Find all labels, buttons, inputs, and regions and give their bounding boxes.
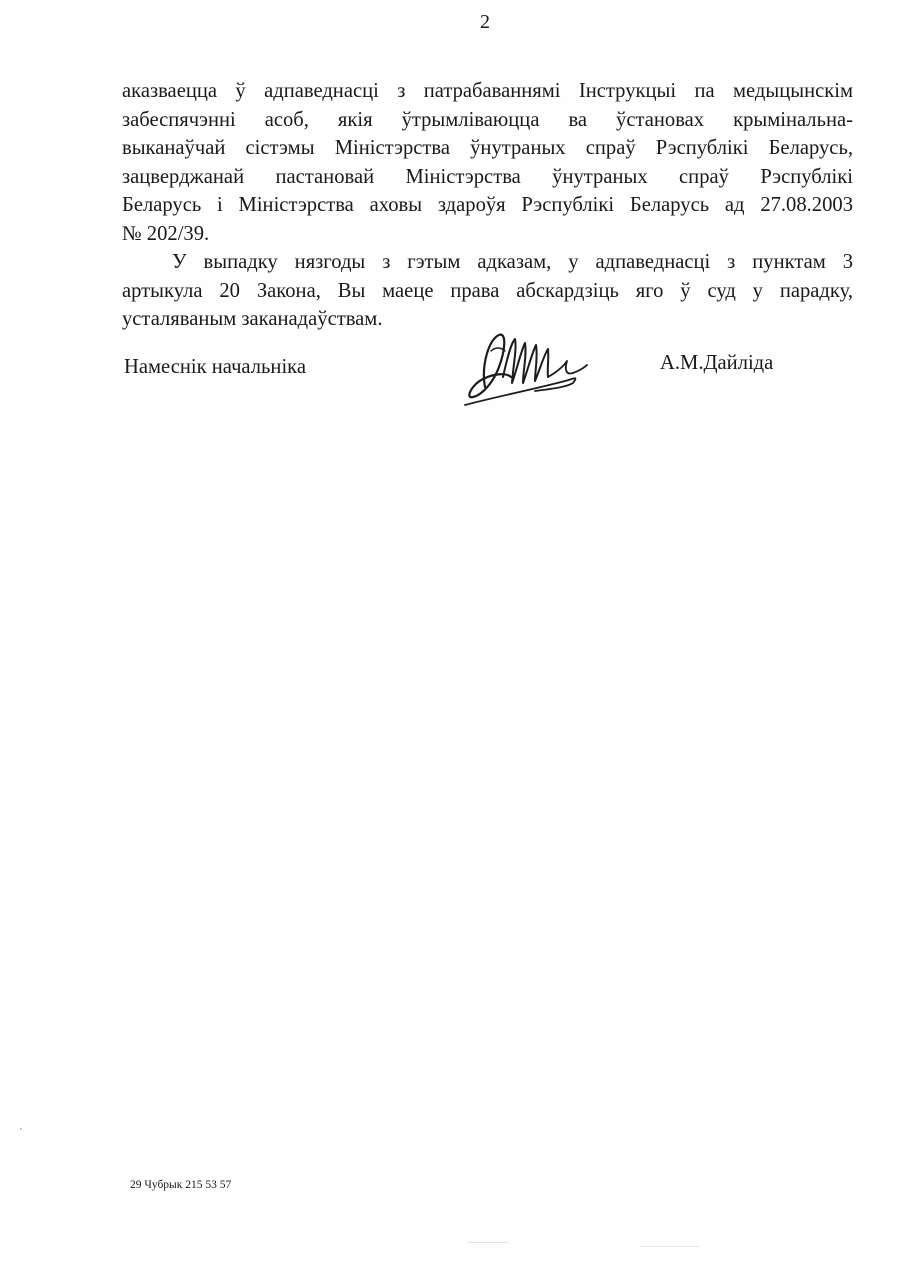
body-line: усталяваным заканадаўствам. — [122, 308, 383, 330]
scan-artifact — [468, 1242, 508, 1243]
signatory-position: Намеснік начальніка — [124, 356, 306, 378]
executor-note: 29 Чубрык 215 53 57 — [130, 1179, 232, 1191]
body-line: выканаўчай сістэмы Міністэрства ўнутраных спраў Рэспублікі Беларусь, — [122, 137, 853, 159]
body-line: зацверджанай пастановай Міністэрства ўнутраных спраў Рэспублікі — [122, 165, 853, 188]
body-line: аказваецца ў адпаведнасці з патрабаваннямі Інструкцыі па медыцынскім — [122, 80, 853, 102]
signatory-name: А.М.Дайліда — [660, 352, 774, 374]
body-line: забеспячэнні асоб, якія ўтрымліваюцца ва ўстановах крымінальна- — [122, 108, 853, 131]
page-number: 2 — [480, 11, 490, 33]
body-line: Беларусь і Міністэрства аховы здароўя Рэспублікі Беларусь ад 27.08.2003 — [122, 194, 853, 216]
scan-artifact — [20, 1128, 22, 1130]
scan-artifact — [640, 1246, 700, 1247]
body-line: У выпадку нязгоды з гэтым адказам, у адпаведнасці з пунктам 3 — [172, 251, 853, 273]
body-line: № 202/39. — [122, 222, 210, 245]
handwritten-signature — [455, 325, 590, 410]
signature-block — [0, 0, 905, 420]
body-line: артыкула 20 Закона, Вы маеце права абскардзіць яго ў суд у парадку, — [122, 279, 853, 302]
